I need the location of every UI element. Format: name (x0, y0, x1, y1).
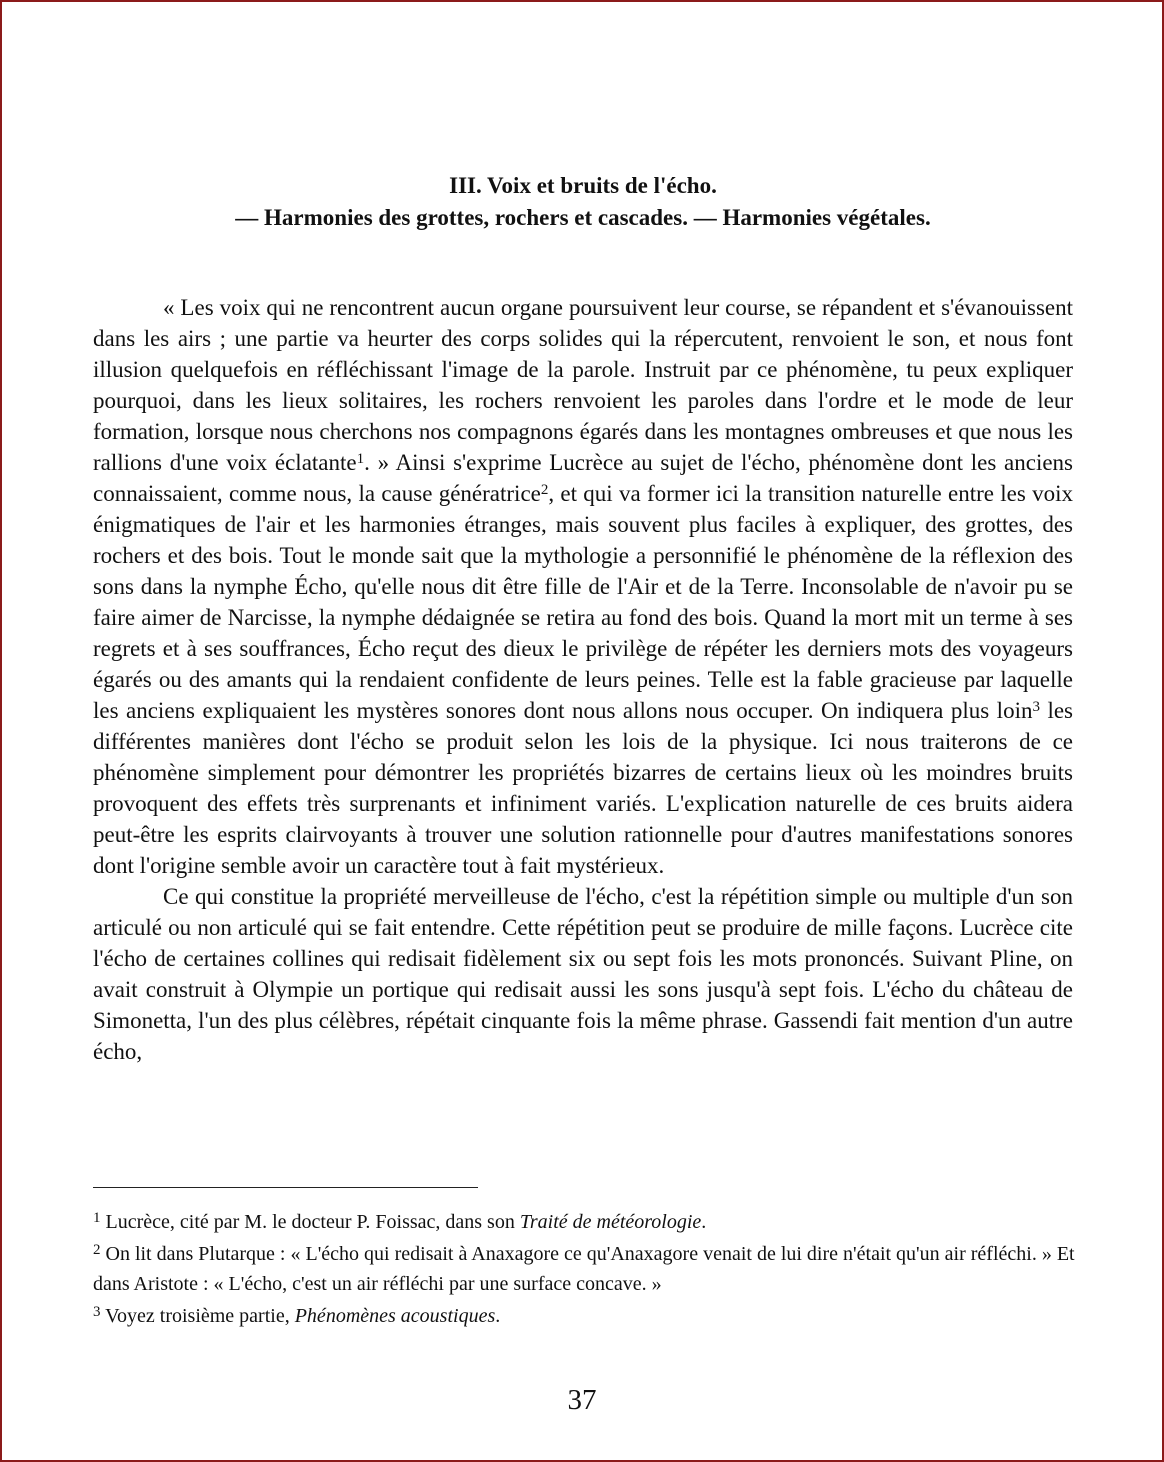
paragraph-1 (93, 292, 1073, 881)
footnote-ref-1[interactable]: 1 (356, 451, 365, 467)
footnote-title: Phénomènes acoustiques (294, 1305, 496, 1327)
footnote-2 (93, 1239, 1083, 1299)
footnotes (93, 1207, 1083, 1333)
footnote-3 (93, 1301, 1083, 1331)
paragraph-1-part-1: « Les voix qui ne rencontrent aucun organe poursuivent leur course, se répandent et s'évanouissent dans les airs ; une partie va heurter des corps solides qui la répercutent, renvoient le son, et nous font illusion quelquefois en réfléchissant l'image de la parole. Instruit par ce phénomène, tu peux expliquer pourquoi, dans les lieux solitaires, les rochers renvoient les paroles dans l'ordre et le mode de leur formation, lorsque nous cherchons nos compagnons égarés dans les montagnes ombreuses et que nous les rallions d'une voix éclatante (93, 295, 1073, 475)
footnote-text: Voyez troisième partie, (100, 1305, 295, 1327)
heading-line-2: — Harmonies des grottes, rochers et cascades. — Harmonies végétales. (235, 205, 931, 230)
footnote-end: . (495, 1305, 501, 1327)
section-heading (93, 170, 1073, 234)
footnote-separator (93, 1187, 478, 1188)
footnote-text: Lucrèce, cité par M. le docteur P. Foissac, dans son (100, 1211, 520, 1233)
page-number: 37 (567, 1384, 597, 1416)
footnote-ref-3[interactable]: 3 (1032, 699, 1040, 715)
footnote-title: Traité de météorologie (519, 1211, 702, 1233)
paragraph-1-part-2: . » Ainsi s'exprime Lucrèce au sujet de l'écho, phénomène dont les anciens connaissaient, comme nous, la cause génératrice (93, 450, 1074, 506)
footnote-end: . (701, 1211, 707, 1233)
footnote-text: On lit dans Plutarque : « L'écho qui redisait à Anaxagore ce qu'Anaxagore venait de lui dire n'était qu'un air réfléchi. » Et dans Aristote : « L'écho, c'est un air réfléchi par une surface concave. » (93, 1243, 1075, 1295)
heading-line-1: III. Voix et bruits de l'écho. (449, 173, 717, 198)
paragraph-1-part-3: , et qui va former ici la transition naturelle entre les voix énigmatiques de l'air et les harmonies étranges, mais souvent plus faciles à expliquer, des grottes, des rochers et des bois. Tout le monde sait que la mythologie a personnifié le phénomène de la réflexion des sons dans la nymphe Écho, qu'elle nous dit être fille de l'Air et de la Terre. Inconsolable de n'avoir pu se faire aimer de Narcisse, la nymphe dédaignée se retira au fond des bois. Quand la mort mit un terme à ses regrets et à ses souffrances, Écho reçut des dieux le privilège de répéter les derniers mots des voyageurs égarés ou des amants qui la rendaient confidente de leurs peines. Telle est la fable gracieuse par laquelle les anciens expliquaient les mystères sonores dont nous allons nous occuper. On indiquera plus loin (93, 481, 1073, 723)
footnote-number: 1 (93, 1210, 101, 1226)
paragraph-1-part-4: les différentes manières dont l'écho se produit selon les lois de la physique. Ici nous traiterons de ce phénomène simplement pour démontrer les propriétés bizarres de certains lieux où les moindres bruits provoquent des effets très surprenants et infiniment variés. L'explication naturelle de ces bruits aidera peut-être les esprits clairvoyants à trouver une solution rationnelle pour d'autres manifestations sonores dont l'origine semble avoir un caractère tout à fait mystérieux. (93, 698, 1073, 878)
footnote-ref-2[interactable]: 2 (540, 482, 549, 498)
footnote-1 (93, 1207, 1083, 1237)
footnote-number: 3 (93, 1304, 101, 1320)
paragraph-2: Ce qui constitue la propriété merveilleuse de l'écho, c'est la répétition simple ou multiple d'un son articulé ou non articulé qui se fait entendre. Cette répétition peut se produire de mille façons. Lucrèce cite l'écho de certaines collines qui redisait fidèlement six ou sept fois les mots prononcés. Suivant Pline, on avait construit à Olympie un portique qui redisait aussi les sons jusqu'à sept fois. L'écho du château de Simonetta, l'un des plus célèbres, répétait cinquante fois la même phrase. Gassendi fait mention d'un autre écho, (93, 884, 1073, 1064)
footnote-number: 2 (93, 1242, 101, 1258)
page-body (93, 170, 1073, 1067)
